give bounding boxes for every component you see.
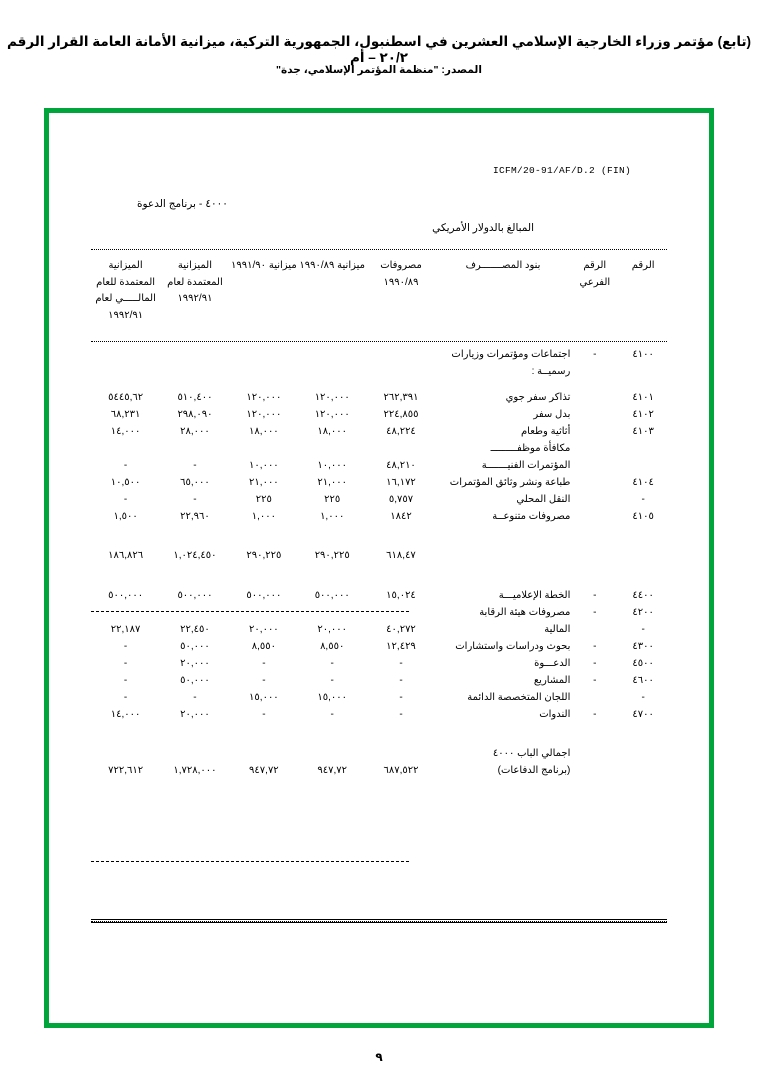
cell-description: رسميــة : <box>531 366 571 377</box>
cell-sub-number <box>570 457 619 474</box>
cell-value-4: ٦٥,٠٠٠ <box>180 477 210 488</box>
subtotal-value-4: ١,٠٢٤,٤٥٠ <box>173 550 217 561</box>
page-source: المصدر: "منظمة المؤتمر الإسلامي، جدة" <box>276 64 482 76</box>
cell-sub-number <box>570 689 619 706</box>
rule-top <box>91 249 667 250</box>
cell-value-5: ٥٤٤٥,٦٢ <box>108 392 144 403</box>
cell-sub-number <box>570 474 619 491</box>
cell-value-1: ٤٠,٢٧٢ <box>386 624 416 635</box>
cell-value-1: - <box>399 709 403 720</box>
cell-number <box>619 440 667 457</box>
cell-value-5: - <box>123 460 128 471</box>
cell-value-3: ١٥,٠٠٠ <box>249 692 279 703</box>
table-head <box>91 258 667 324</box>
cell-sub-number: - <box>593 349 597 360</box>
cell-value-2: ٢١,٠٠٠ <box>317 477 348 488</box>
cell-description: النقل المحلي <box>516 494 571 505</box>
spacer-row-before-grandtotal <box>91 723 667 745</box>
cell-value-3 <box>230 604 298 621</box>
grandtotal-value-1: ٦٨٧,٥٢٢ <box>383 765 419 776</box>
cell-value-3: - <box>262 658 266 669</box>
cell-sub-number: - <box>593 658 597 669</box>
cell-value-3: ١٠,٠٠٠ <box>249 460 279 471</box>
cell-value-5: - <box>123 641 128 652</box>
cell-value-2: ١٢٠,٠٠٠ <box>314 392 350 403</box>
cell-value-4: ٢٢,٩٦٠ <box>180 511 210 522</box>
cell-value-4: ٢٩٨,٠٩٠ <box>177 409 213 420</box>
cell-description: اللجان المتخصصة الدائمة <box>467 692 571 703</box>
cell-value-1 <box>366 346 435 363</box>
budget-table <box>91 258 667 780</box>
cell-value-1: ٢٢٤,٨٥٥ <box>383 409 419 420</box>
grandtotal-value-4: ١,٧٢٨,٠٠٠ <box>173 765 217 776</box>
cell-value-5 <box>91 363 160 380</box>
cell-value-3: - <box>262 709 266 720</box>
cell-value-1: ١٦,١٧٢ <box>386 477 416 488</box>
cell-value-2: ٢٠,٠٠٠ <box>317 624 348 635</box>
cell-sub-number <box>570 621 619 638</box>
cell-value-5: - <box>123 675 128 686</box>
header-col-budget-revised: الميزانية المعتمدة للعام المالـــــي لعام ١٩٩٢/٩١ <box>95 260 156 321</box>
cell-value-4: ٢٢,٤٥٠ <box>180 624 210 635</box>
spacer-row <box>91 380 667 389</box>
table-row <box>91 474 667 491</box>
cell-number <box>619 457 667 474</box>
cell-value-2: ٢٢٥ <box>324 494 341 505</box>
cell-value-2: ١٥,٠٠٠ <box>317 692 348 703</box>
cell-value-4: ٢٨,٠٠٠ <box>180 426 210 437</box>
cell-value-4: - <box>193 460 197 471</box>
program-title: ٤٠٠٠ - برنامج الدعوة <box>137 198 228 210</box>
header-col-budget-8990: ميزانية ١٩٩٠/٨٩ <box>299 260 366 271</box>
cell-number: ٤١٠٢ <box>632 409 654 420</box>
cell-description: الدعـــوة <box>534 658 571 669</box>
cell-value-2: ٥٠٠,٠٠٠ <box>314 590 350 601</box>
grandtotal-row <box>91 762 667 780</box>
subtotal-label <box>436 547 571 565</box>
cell-value-3: ٢٢٥ <box>255 494 272 505</box>
spacer-row-before-subtotal <box>91 525 667 547</box>
cell-number: ٤٦٠٠ <box>632 675 654 686</box>
cell-value-4: ٥٠٠,٠٠٠ <box>177 590 213 601</box>
table-row <box>91 491 667 508</box>
cell-value-4: ٥٠,٠٠٠ <box>180 675 210 686</box>
cell-value-5: ٥٠٠,٠٠٠ <box>108 590 144 601</box>
grandtotal-value-3: ٩٤٧,٧٢ <box>249 765 279 776</box>
rule-double-bottom <box>91 919 667 923</box>
table-row <box>91 604 667 621</box>
rule-grandtotal <box>91 861 409 862</box>
header-col-budget-approved: الميزانية المعتمدة لعام ١٩٩٢/٩١ <box>167 260 223 304</box>
cell-value-1: ١٢,٤٢٩ <box>386 641 416 652</box>
spacer-row <box>91 324 667 346</box>
cell-number <box>619 363 667 380</box>
subtotal-value-5: ١٨٦,٨٢٦ <box>108 550 144 561</box>
cell-number: ٤١٠٥ <box>632 511 654 522</box>
table-row <box>91 363 667 380</box>
cell-value-5: ١٤,٠٠٠ <box>110 426 141 437</box>
cell-description: أثاثية وطعام <box>520 426 571 437</box>
cell-description: المالية <box>544 624 571 635</box>
header-col-description: بنود المصـــــــرف <box>465 260 541 271</box>
cell-number: ٤٥٠٠ <box>632 658 654 669</box>
table-row <box>91 457 667 474</box>
cell-value-2: - <box>330 658 334 669</box>
cell-description: اجتماعات ومؤتمرات وزيارات <box>451 349 571 360</box>
cell-value-5: ١,٥٠٠ <box>113 511 138 522</box>
table-row <box>91 346 667 363</box>
cell-value-4: - <box>193 494 197 505</box>
cell-value-2: - <box>330 709 334 720</box>
cell-number: ٤١٠٣ <box>632 426 654 437</box>
cell-value-3: ٨,٥٥٠ <box>251 641 276 652</box>
cell-value-1: - <box>399 658 403 669</box>
cell-value-5: - <box>123 658 128 669</box>
header-col-sub-number: الرقم الفرعي <box>579 260 611 288</box>
table-header-row <box>91 258 667 324</box>
cell-description: المشاريع <box>533 675 571 686</box>
cell-value-3: ٥٠٠,٠٠٠ <box>246 590 282 601</box>
cell-value-5: ٦٨,٢٣١ <box>110 409 141 420</box>
cell-description: المؤتمرات الفنيـــــــة <box>481 460 571 471</box>
cell-value-4: ٢٠,٠٠٠ <box>180 709 210 720</box>
cell-value-1: ٤٨,٢٢٤ <box>386 426 416 437</box>
cell-sub-number <box>570 406 619 423</box>
cell-value-3: ٢١,٠٠٠ <box>249 477 279 488</box>
cell-value-4: ٥١٠,٤٠٠ <box>177 392 213 403</box>
grandtotal-label-1: اجمالي الباب ٤٠٠٠ <box>492 748 571 759</box>
cell-value-2: ١٢٠,٠٠٠ <box>314 409 350 420</box>
table-row <box>91 706 667 723</box>
cell-sub-number: - <box>593 675 597 686</box>
grandtotal-value-5: ٧٢٢,٦١٢ <box>108 765 144 776</box>
cell-value-3: ١٢٠,٠٠٠ <box>246 392 282 403</box>
cell-description: الندوات <box>539 709 571 720</box>
cell-value-3: ١٢٠,٠٠٠ <box>246 409 282 420</box>
header-col-budget-9091: ميزانية ١٩٩١/٩٠ <box>231 260 297 271</box>
cell-value-3 <box>230 346 298 363</box>
cell-value-5: ١٠,٥٠٠ <box>110 477 141 488</box>
cell-number: ٤١٠١ <box>632 392 654 403</box>
cell-description: طباعة ونشر وثائق المؤتمرات <box>449 477 571 488</box>
table-row <box>91 655 667 672</box>
cell-value-2: ٨,٥٥٠ <box>320 641 345 652</box>
table-row <box>91 638 667 655</box>
cell-value-4 <box>160 604 230 621</box>
cell-number: ٤١٠٤ <box>632 477 654 488</box>
cell-value-1 <box>366 440 435 457</box>
table-row <box>91 587 667 604</box>
cell-value-5 <box>91 440 160 457</box>
cell-value-2 <box>298 440 366 457</box>
currency-note: المبالغ بالدولار الأمريكي <box>432 222 534 234</box>
table-row <box>91 440 667 457</box>
cell-value-1: ٤٨,٢١٠ <box>386 460 416 471</box>
grandtotal-label-2: (برنامج الدفاعات) <box>497 765 571 776</box>
cell-value-5 <box>91 346 160 363</box>
cell-value-1: ٢٦٢,٣٩١ <box>383 392 419 403</box>
cell-value-1 <box>366 604 435 621</box>
cell-value-4: ٥٠,٠٠٠ <box>180 641 210 652</box>
cell-value-1: ١٨٤٢ <box>390 511 412 522</box>
cell-number: ٤٤٠٠ <box>632 590 654 601</box>
cell-value-2: ١٨,٠٠٠ <box>317 426 348 437</box>
table-row <box>91 508 667 525</box>
header-col-actual-8990: مصروفات ١٩٩٠/٨٩ <box>380 260 422 288</box>
header-col-number: الرقم <box>631 260 655 271</box>
cell-number: - <box>641 494 645 505</box>
cell-value-2 <box>298 363 366 380</box>
cell-value-1: ٥,٧٥٧ <box>388 494 414 505</box>
cell-description: بدل سفر <box>533 409 571 420</box>
cell-number: - <box>641 624 645 635</box>
page-number: ٩ <box>375 1050 383 1064</box>
cell-sub-number <box>570 389 619 406</box>
cell-number: ٤١٠٠ <box>632 349 654 360</box>
cell-number: ٤٢٠٠ <box>632 607 654 618</box>
cell-description: مصروفات متنوعــة <box>492 511 571 522</box>
cell-sub-number <box>570 440 619 457</box>
cell-sub-number <box>570 363 619 380</box>
cell-value-1 <box>366 363 435 380</box>
table-row <box>91 621 667 638</box>
cell-description: بحوث ودراسات واستشارات <box>455 641 571 652</box>
cell-value-2: ١٠,٠٠٠ <box>317 460 348 471</box>
cell-number: ٤٧٠٠ <box>632 709 654 720</box>
cell-value-5: - <box>123 494 128 505</box>
subtotal-value-3: ٢٩٠,٢٢٥ <box>246 550 282 561</box>
cell-sub-number: - <box>593 607 597 618</box>
document-number: ICFM/20-91/AF/D.2 (FIN) <box>492 165 631 176</box>
cell-value-4 <box>160 440 230 457</box>
cell-sub-number <box>570 508 619 525</box>
cell-value-1: - <box>399 692 403 703</box>
cell-value-5: ٢٢,١٨٧ <box>110 624 141 635</box>
cell-value-2: ١,٠٠٠ <box>320 511 345 522</box>
table-row <box>91 672 667 689</box>
cell-value-4 <box>160 363 230 380</box>
cell-value-3: ٢٠,٠٠٠ <box>249 624 279 635</box>
cell-description: تذاكر سفر جوي <box>505 392 571 403</box>
grandtotal-label-row <box>91 745 667 762</box>
cell-sub-number: - <box>593 590 597 601</box>
table-row <box>91 406 667 423</box>
subtotal-value-1: ٦١٨,٤٧ <box>386 550 416 561</box>
cell-description: مكافأة موظفـــــــــ <box>490 443 571 454</box>
spacer-row <box>91 565 667 587</box>
cell-value-3 <box>230 440 298 457</box>
cell-description: الخطة الإعلاميـــة <box>498 590 571 601</box>
cell-description: مصروفات هيئة الرقابة <box>479 607 571 618</box>
cell-value-3: - <box>262 675 266 686</box>
cell-value-3 <box>230 363 298 380</box>
cell-value-4: ٢٠,٠٠٠ <box>180 658 210 669</box>
frame-inner <box>49 113 709 1023</box>
cell-value-2: - <box>330 675 334 686</box>
cell-value-2 <box>298 346 366 363</box>
cell-sub-number: - <box>593 709 597 720</box>
table-row <box>91 389 667 406</box>
cell-value-2 <box>298 604 366 621</box>
grandtotal-value-2: ٩٤٧,٧٢ <box>317 765 348 776</box>
cell-value-3: ١٨,٠٠٠ <box>249 426 279 437</box>
cell-sub-number: - <box>593 641 597 652</box>
table-body <box>91 324 667 780</box>
cell-value-1: - <box>399 675 403 686</box>
cell-number: - <box>641 692 645 703</box>
cell-sub-number <box>570 423 619 440</box>
bordered-content-frame <box>44 108 714 1028</box>
cell-sub-number <box>570 491 619 508</box>
cell-value-3: ١,٠٠٠ <box>251 511 276 522</box>
cell-number: ٤٣٠٠ <box>632 641 654 652</box>
subtotal-value-2: ٢٩٠,٢٢٥ <box>314 550 350 561</box>
cell-value-5: - <box>123 692 128 703</box>
cell-value-4 <box>160 346 230 363</box>
subtotal-row <box>91 547 667 565</box>
cell-value-5 <box>91 604 160 621</box>
cell-value-4: - <box>193 692 197 703</box>
cell-value-5: ١٤,٠٠٠ <box>110 709 141 720</box>
table-row <box>91 689 667 706</box>
table-row <box>91 423 667 440</box>
page-title: (تابع) مؤتمر وزراء الخارجية الإسلامي العشرين في اسطنبول، الجمهورية التركية، ميزانية الأمانة العامة القرار الرقم ٢٠/٢ – أم <box>6 34 752 65</box>
cell-value-1: ١٥,٠٢٤ <box>386 590 416 601</box>
